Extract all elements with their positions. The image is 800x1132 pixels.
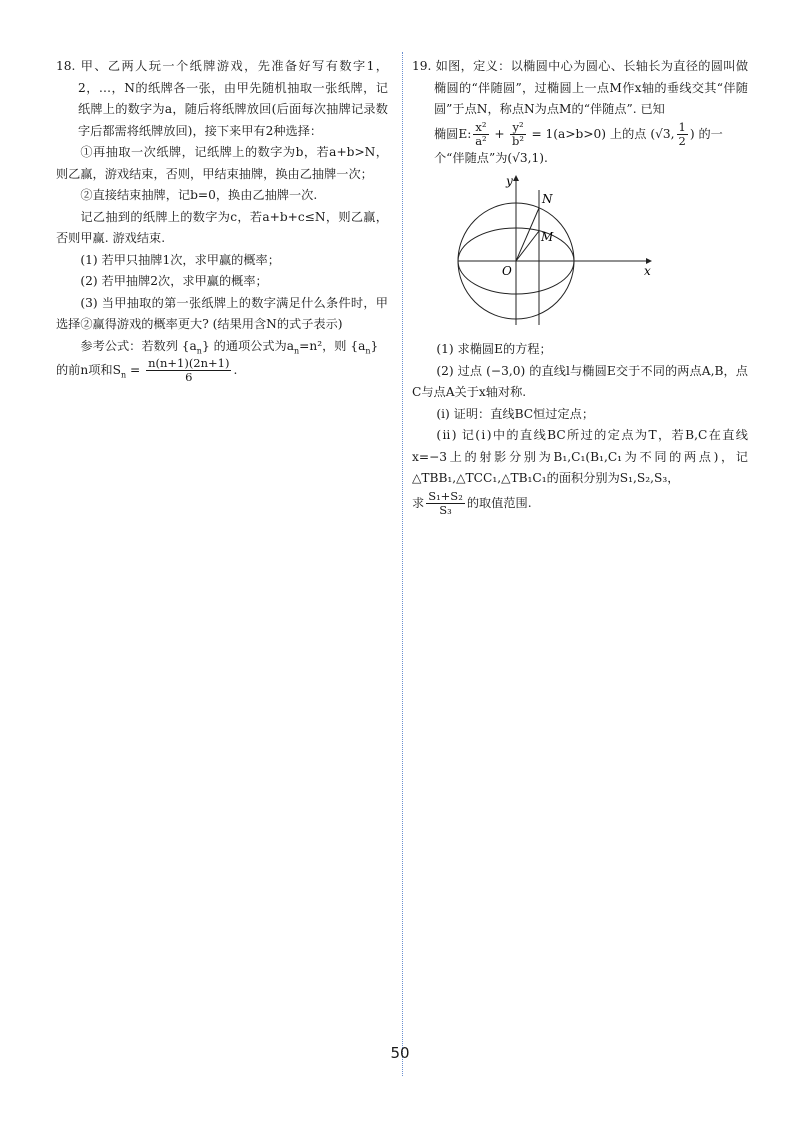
ratio-fraction: $\frac{\text{S₁+S₂}}{\text{S₃}}$ bbox=[428, 488, 463, 517]
q19-part-2: (2) 过点 (−3,0) 的直线l与椭圆E交于不同的两点A,B，点C与点A关于x轴对称. bbox=[412, 363, 748, 399]
ellipse-companion-circle-figure bbox=[456, 175, 656, 335]
q19-intro: 19. 如图，定义：以椭圆中心为圆心、长轴长为直径的圆叫做椭圆的“伴随圆”，过椭圆上一点M作x轴的垂线交其“伴随圆”于点N，称点N为点M的“伴随点”. 已知 bbox=[412, 59, 749, 116]
q18-choice-1: ①再抽取一次纸牌，记纸牌上的数字为b，若a+b>N，则乙赢，游戏结束，否则，甲结束抽牌，换由乙抽牌一次； bbox=[56, 145, 388, 181]
label-y: y bbox=[506, 175, 513, 188]
label-x: x bbox=[644, 264, 651, 278]
q19-ratio-question: 求 $\frac{\text{S₁+S₂}}{\text{S₃}}$ 的取值范围. bbox=[412, 488, 532, 517]
label-n: N bbox=[542, 192, 553, 206]
q18-reference: 参考公式：若数列 $\{a_n\}$ 的通项公式为$a_n=n^2$，则 $\{a_n\}$ bbox=[80, 338, 379, 355]
column-divider bbox=[402, 52, 403, 1076]
q18-choice-2: ②直接结束抽牌，记b=0，换由乙抽牌一次. bbox=[80, 188, 318, 202]
q19-number: 19. bbox=[412, 59, 432, 73]
q19-part-2-i: (ⅰ) 证明：直线BC恒过定点； bbox=[436, 406, 595, 421]
sum-fraction: $\frac{n(n+1)(2n+1)}{6}$ bbox=[148, 356, 230, 384]
question-19 bbox=[412, 56, 748, 517]
q18-part-1: (1) 若甲只抽牌1次，求甲赢的概率； bbox=[80, 252, 280, 267]
page-number: 50 bbox=[390, 1044, 410, 1062]
label-m: M bbox=[541, 230, 554, 244]
q19-companion-point: 个“伴随点”为(√3,1). bbox=[434, 150, 548, 165]
q18-part-3: (3) 当甲抽取的第一张纸牌上的数字满足什么条件时，甲选择②赢得游戏的概率更大? (结果用含N的式子表示) bbox=[56, 295, 388, 331]
q19-part-2-ii: (ⅱ) 记(ⅰ)中的直线BC所过的定点为T，若B,C在直线x=−3上的射影分别为B₁,C₁(B₁,C₁为不同的两点)，记△TBB₁,△TCC₁,△TB₁C₁的面积分别为S₁,S₂,S₃， bbox=[412, 428, 748, 485]
label-o: O bbox=[502, 264, 512, 278]
y-axis-arrow bbox=[513, 175, 519, 181]
q18-rule: 记乙抽到的纸牌上的数字为c，若a+b+c≤N，则乙赢，否则甲赢. 游戏结束. bbox=[56, 209, 388, 245]
question-18 bbox=[56, 56, 388, 384]
q19-part-1: (1) 求椭圆E的方程； bbox=[436, 342, 552, 356]
q19-ellipse-equation: 椭圆E: $\frac{\text{x²}}{\text{a²}}$ + $\frac{\text{y²}}{\text{b²}}$ = 1(a>b>0) 上的点 (√3, $\frac{1}{2}$ ) 的一 bbox=[434, 119, 723, 148]
segment-on bbox=[516, 208, 539, 261]
q18-sum-formula: 的前n项和$S_n$ = $\frac{n(n+1)(2n+1)}{6}$ . bbox=[56, 356, 238, 384]
q18-part-2: (2) 若甲抽牌2次，求甲赢的概率； bbox=[80, 274, 268, 288]
q18-intro: 18. 甲、乙两人玩一个纸牌游戏，先准备好写有数字1，2，…，N的纸牌各一张，由甲先随机抽取一张纸牌，记纸牌上的数字为a，随后将纸牌放回(后面每次抽牌记录数字后都需将纸牌放回)，接下来甲有2种选择： bbox=[56, 59, 388, 138]
q18-number: 18. bbox=[56, 59, 76, 73]
